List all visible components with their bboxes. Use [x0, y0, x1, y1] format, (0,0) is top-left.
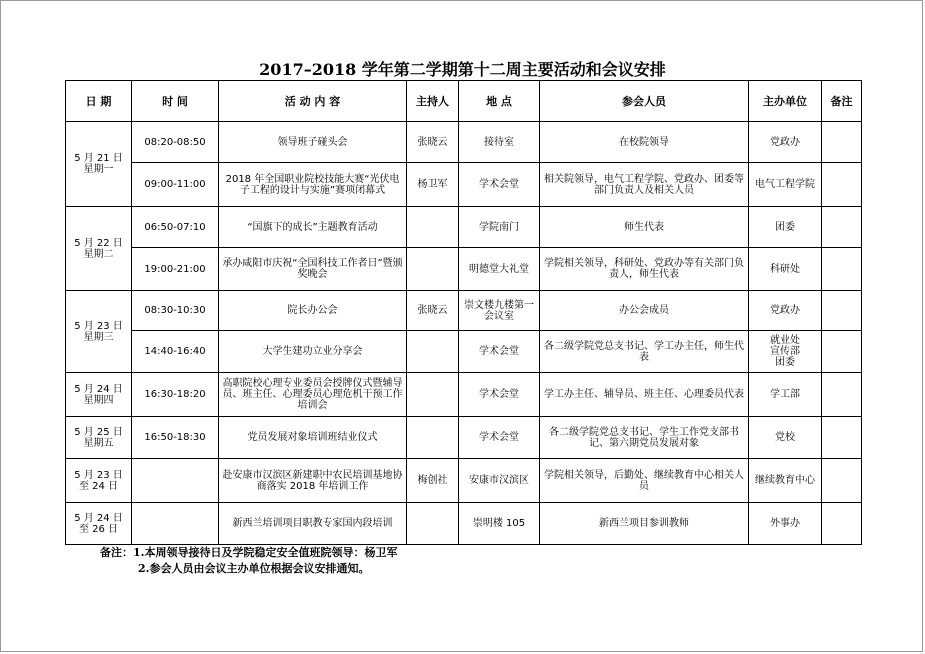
activity-cell: 大学生建功立业分享会: [219, 331, 407, 373]
location-cell: 学院南门: [459, 207, 540, 248]
attendees-cell: 在校院领导: [540, 122, 749, 163]
host-cell: [407, 373, 459, 417]
table-row: [66, 122, 862, 163]
date-cell: 5 月 24 日 星期四: [66, 373, 132, 417]
note-cell: [822, 163, 862, 207]
host-cell: 张晓云: [407, 291, 459, 331]
page-title: 2017–2018 学年第二学期第十二周主要活动和会议安排: [259, 60, 666, 79]
host-cell: [407, 331, 459, 373]
table-row: [66, 163, 862, 207]
table-row: [66, 459, 862, 503]
table-row: [66, 331, 862, 373]
table-row: [66, 373, 862, 417]
note-cell: [822, 248, 862, 291]
activity-cell: 2018 年全国职业院校技能大赛“光伏电子工程的设计与实施”赛项闭幕式: [219, 163, 407, 207]
table-row: [66, 503, 862, 545]
header-host: 主持人: [407, 81, 459, 122]
organizer-cell: 学工部: [749, 373, 822, 417]
activity-cell: 党员发展对象培训班结业仪式: [219, 417, 407, 459]
header-date: 日 期: [66, 81, 132, 122]
organizer-cell: 团委: [749, 207, 822, 248]
time-cell: 08:30-10:30: [132, 291, 219, 331]
location-cell: 学术会堂: [459, 417, 540, 459]
note-cell: [822, 459, 862, 503]
attendees-cell: 学工办主任、辅导员、班主任、心理委员代表: [540, 373, 749, 417]
attendees-cell: 师生代表: [540, 207, 749, 248]
location-cell: 学术会堂: [459, 373, 540, 417]
host-cell: 梅创社: [407, 459, 459, 503]
host-cell: 杨卫军: [407, 163, 459, 207]
header-attendees: 参会人员: [540, 81, 749, 122]
date-cell: 5 月 23 日 星期三: [66, 291, 132, 373]
activity-cell: 领导班子碰头会: [219, 122, 407, 163]
activity-cell: “国旗下的成长”主题教育活动: [219, 207, 407, 248]
organizer-cell: 党政办: [749, 291, 822, 331]
host-cell: [407, 503, 459, 545]
attendees-cell: 各二级学院党总支书记、学生工作党支部书记、第六期党员发展对象: [540, 417, 749, 459]
organizer-cell: 科研处: [749, 248, 822, 291]
note-cell: [822, 503, 862, 545]
time-cell: 06:50-07:10: [132, 207, 219, 248]
footnote-1: 备注：1.本周领导接待日及学院稳定安全值班院领导：杨卫军: [100, 546, 398, 559]
time-cell: 16:30-18:20: [132, 373, 219, 417]
time-cell: [132, 459, 219, 503]
location-cell: 崇明楼 105: [459, 503, 540, 545]
location-cell: 安康市汉滨区: [459, 459, 540, 503]
header-note: 备注: [822, 81, 862, 122]
table-row: [66, 417, 862, 459]
time-cell: 09:00-11:00: [132, 163, 219, 207]
header-time: 时 间: [132, 81, 219, 122]
activity-cell: 高职院校心理专业委员会授牌仪式暨辅导员、班主任、心理委员心理危机干预工作培训会: [219, 373, 407, 417]
organizer-cell: 党政办: [749, 122, 822, 163]
time-cell: 08:20-08:50: [132, 122, 219, 163]
location-cell: 学术会堂: [459, 163, 540, 207]
header-organizer: 主办单位: [749, 81, 822, 122]
time-cell: [132, 503, 219, 545]
table-row: [66, 291, 862, 331]
time-cell: 16:50-18:30: [132, 417, 219, 459]
organizer-cell: 党校: [749, 417, 822, 459]
attendees-cell: 新西兰项目参训教师: [540, 503, 749, 545]
attendees-cell: 各二级学院党总支书记、学工办主任，师生代表: [540, 331, 749, 373]
organizer-cell: 电气工程学院: [749, 163, 822, 207]
activity-cell: 新西兰培训项目职教专家国内段培训: [219, 503, 407, 545]
activity-cell: 承办咸阳市庆祝“全国科技工作者日”暨颁奖晚会: [219, 248, 407, 291]
time-cell: 19:00-21:00: [132, 248, 219, 291]
host-cell: 张晓云: [407, 122, 459, 163]
host-cell: [407, 248, 459, 291]
schedule-body: [66, 122, 862, 545]
footnote-2: 2.参会人员由会议主办单位根据会议安排通知。: [138, 562, 370, 575]
date-cell: 5 月 21 日 星期一: [66, 122, 132, 207]
attendees-cell: 学院相关领导，科研处、党政办等有关部门负责人，师生代表: [540, 248, 749, 291]
note-cell: [822, 291, 862, 331]
location-cell: 学术会堂: [459, 331, 540, 373]
organizer-cell: 外事办: [749, 503, 822, 545]
location-cell: 接待室: [459, 122, 540, 163]
date-cell: 5 月 25 日 星期五: [66, 417, 132, 459]
note-cell: [822, 331, 862, 373]
attendees-cell: 学院相关领导，后勤处、继续教育中心相关人员: [540, 459, 749, 503]
location-cell: 崇文楼九楼第一会议室: [459, 291, 540, 331]
note-cell: [822, 373, 862, 417]
table-row: [66, 207, 862, 248]
attendees-cell: 办公会成员: [540, 291, 749, 331]
date-cell: 5 月 22 日 星期二: [66, 207, 132, 291]
header-activity: 活 动 内 容: [219, 81, 407, 122]
host-cell: [407, 207, 459, 248]
footnotes: [100, 545, 397, 577]
header-row: [66, 81, 862, 122]
organizer-cell: 继续教育中心: [749, 459, 822, 503]
host-cell: [407, 417, 459, 459]
schedule-table: [65, 80, 862, 545]
table-row: [66, 248, 862, 291]
attendees-cell: 相关院领导，电气工程学院、党政办、团委等部门负责人及相关人员: [540, 163, 749, 207]
time-cell: 14:40-16:40: [132, 331, 219, 373]
organizer-cell: 就业处 宣传部 团委: [749, 331, 822, 373]
activity-cell: 赴安康市汉滨区新建职中农民培训基地协商落实 2018 年培训工作: [219, 459, 407, 503]
note-cell: [822, 122, 862, 163]
header-location: 地 点: [459, 81, 540, 122]
location-cell: 明德堂大礼堂: [459, 248, 540, 291]
date-cell: 5 月 23 日 至 24 日: [66, 459, 132, 503]
note-cell: [822, 417, 862, 459]
note-cell: [822, 207, 862, 248]
date-cell: 5 月 24 日 至 26 日: [66, 503, 132, 545]
activity-cell: 院长办公会: [219, 291, 407, 331]
